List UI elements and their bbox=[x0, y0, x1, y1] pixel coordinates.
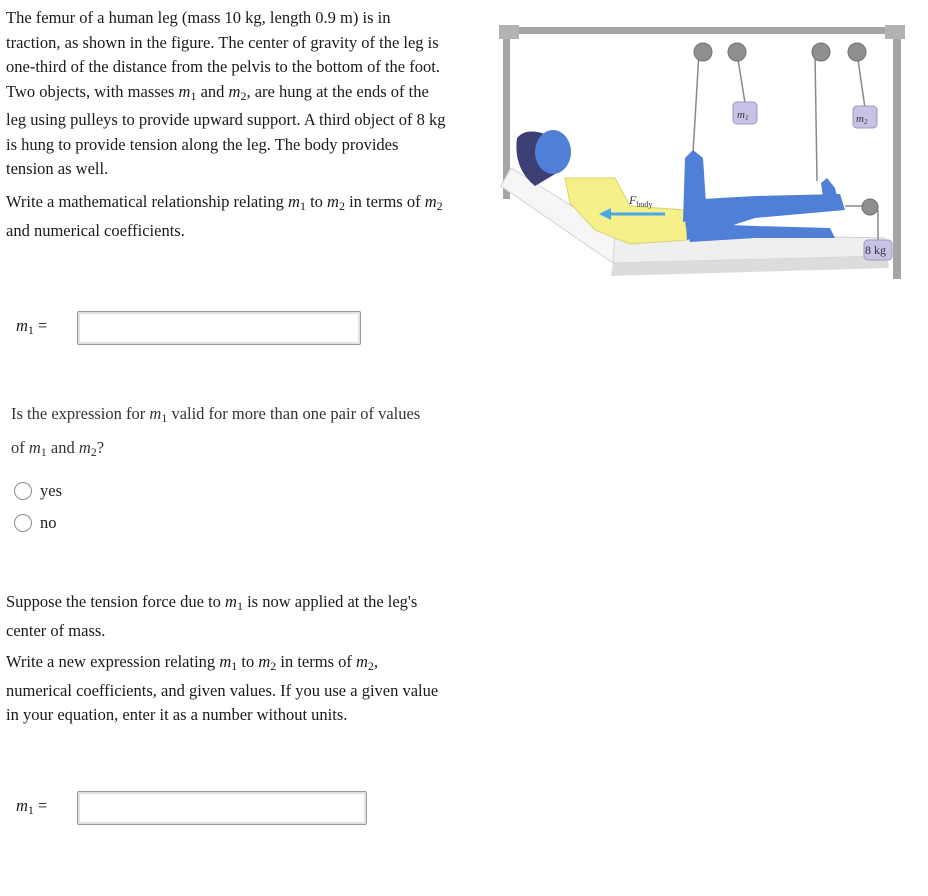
weight-8kg bbox=[864, 240, 892, 260]
weight-m2 bbox=[853, 106, 877, 128]
answer-1-label: $m_1$ = bbox=[16, 316, 48, 337]
answer-2-input[interactable] bbox=[77, 791, 367, 825]
problem-statement: The femur of a human leg (mass 10 kg, length 0.9 m) is in traction, as shown in the figure. The center of gravity of the leg is one-third of the distance from the pelvis to the bottom of the foot. Two objects, with masses $m_1$ and $m_2$, are hung at the ends of the leg using pulleys to provide upward support. A third object of 8 kg is hung to provide tension along the leg. The body provides tension as well. bbox=[6, 8, 446, 178]
traction-figure bbox=[495, 18, 905, 286]
radio-option-no[interactable] bbox=[14, 513, 57, 533]
radio-button-no[interactable] bbox=[14, 514, 32, 532]
pulley-icons bbox=[694, 43, 878, 215]
svg-text:m2: m2 bbox=[856, 113, 868, 126]
answer-2-label: $m_1$ = bbox=[16, 796, 48, 817]
radio-label-yes: yes bbox=[40, 481, 62, 500]
svg-text:m1: m1 bbox=[737, 109, 749, 122]
task-1-instruction: Write a mathematical relationship relating $m_1$ to $m_2$ in terms of $m_2$ and numerical coefficients. bbox=[6, 192, 443, 240]
radio-option-yes[interactable] bbox=[14, 481, 62, 501]
svg-text:8 kg: 8 kg bbox=[865, 243, 886, 257]
answer-1-input[interactable] bbox=[77, 311, 361, 345]
part-3-text: Suppose the tension force due to $m_1$ is now applied at the leg's center of mass. bbox=[6, 592, 418, 640]
weight-m1 bbox=[733, 102, 757, 124]
part-3-instruction: Write a new expression relating $m_1$ to $m_2$ in terms of $m_2$, numerical coefficients, and given values. If you use a given value in your equation, enter it as a number without units. bbox=[6, 652, 439, 724]
radio-button-yes[interactable] bbox=[14, 482, 32, 500]
force-label: $F_{body}$ bbox=[629, 193, 653, 209]
question-2-text: Is the expression for $m_1$ valid for more than one pair of values of $m_1$ and $m_2$? bbox=[11, 404, 421, 459]
radio-label-no: no bbox=[40, 513, 57, 532]
